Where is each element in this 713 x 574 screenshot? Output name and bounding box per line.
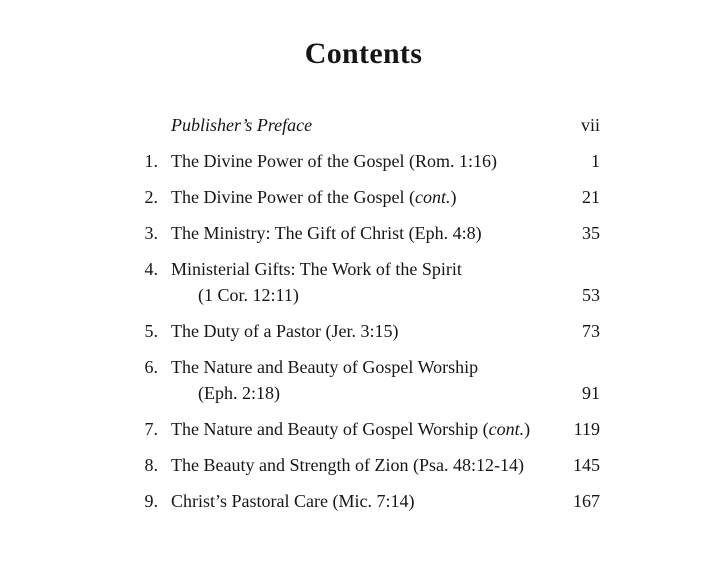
toc-entry xyxy=(127,356,600,405)
entry-page-number: 91 xyxy=(582,383,600,403)
entry-number: 5. xyxy=(144,321,158,341)
toc-entry xyxy=(127,258,600,307)
entry-title: The Duty of a Pastor (Jer. 3:15) xyxy=(171,321,399,341)
page-title: Contents xyxy=(304,37,423,70)
entry-number: 1. xyxy=(144,151,158,171)
toc-entry xyxy=(127,454,600,477)
entry-title: Christ’s Pastoral Care (Mic. 7:14) xyxy=(171,491,415,511)
entry-title: Ministerial Gifts: The Work of the Spirit xyxy=(171,259,462,279)
entry-number: 6. xyxy=(144,357,158,377)
entry-number: 8. xyxy=(144,455,158,475)
entry-number: 7. xyxy=(144,419,158,439)
entry-title: The Ministry: The Gift of Christ (Eph. 4:8) xyxy=(171,223,482,243)
toc-entry xyxy=(127,222,600,245)
entry-page-number: 1 xyxy=(591,151,600,171)
entry-title: The Divine Power of the Gospel (Rom. 1:16) xyxy=(171,151,497,171)
entry-title: The Nature and Beauty of Gospel Worship (cont.) xyxy=(171,419,531,439)
entry-number: 4. xyxy=(144,259,158,279)
toc-entries xyxy=(127,150,600,513)
entry-title: The Beauty and Strength of Zion (Psa. 48:12-14) xyxy=(171,455,524,475)
entry-number: 2. xyxy=(144,187,158,207)
entry-title: The Nature and Beauty of Gospel Worship xyxy=(171,357,479,377)
entry-title: (Eph. 2:18) xyxy=(198,383,280,403)
entry-page-number: 119 xyxy=(573,419,600,439)
toc-entry xyxy=(127,320,600,343)
entry-page-number: 167 xyxy=(573,491,600,511)
entry-page-number: 35 xyxy=(582,223,600,243)
toc-preface-row xyxy=(127,114,600,137)
table-of-contents xyxy=(127,114,600,526)
entry-page-number: 21 xyxy=(582,187,600,207)
preface-page-number: vii xyxy=(580,115,600,135)
preface-title: Publisher’s Preface xyxy=(171,115,313,135)
entry-page-number: 73 xyxy=(582,321,600,341)
entry-page-number: 145 xyxy=(573,455,600,475)
entry-title: The Divine Power of the Gospel (cont.) xyxy=(171,187,457,207)
toc-entry xyxy=(127,418,600,441)
toc-entry xyxy=(127,186,600,209)
entry-title: (1 Cor. 12:11) xyxy=(198,285,299,305)
entry-number: 9. xyxy=(144,491,158,511)
toc-entry xyxy=(127,150,600,173)
toc-entry xyxy=(127,490,600,513)
entry-number: 3. xyxy=(144,223,158,243)
entry-page-number: 53 xyxy=(582,285,600,305)
